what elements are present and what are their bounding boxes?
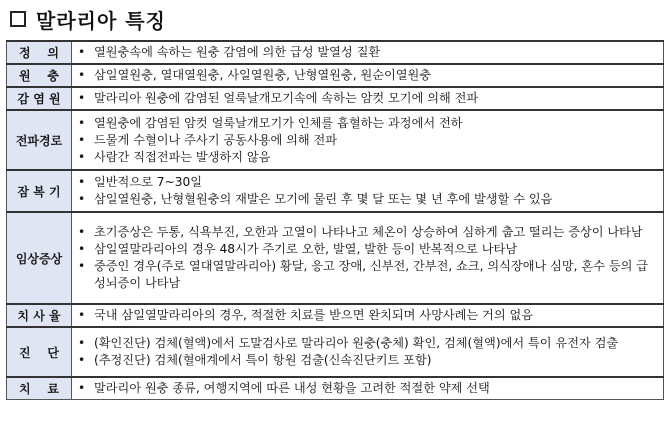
row-content xyxy=(72,64,664,87)
item-text: 일반적으로 7~30일 xyxy=(94,175,202,189)
bullet-icon: • xyxy=(78,91,86,105)
list-item xyxy=(78,335,657,352)
table-row xyxy=(7,87,664,110)
bullet-icon: • xyxy=(78,259,86,273)
row-label: 임상증상 xyxy=(7,212,72,304)
list-item xyxy=(78,132,657,149)
item-text: 말라리아 원충에 감염된 얼룩날개모기속에 속하는 암컷 모기에 의해 전파 xyxy=(94,91,479,105)
table-row xyxy=(7,110,664,170)
table-row xyxy=(7,327,664,377)
table-row xyxy=(7,41,664,64)
list-item xyxy=(78,241,657,258)
row-label: 감 염 원 xyxy=(7,87,72,110)
item-text: 초기증상은 두통, 식욕부진, 오한과 고열이 나타나고 체온이 상승하여 심하게 춥고 떨리는 증상이 나타남 xyxy=(94,225,643,239)
row-content xyxy=(72,377,664,400)
item-text: 삼일열원충, 난형혈원충의 재발은 모기에 물린 후 몇 달 또는 몇 년 후에 발생할 수 있음 xyxy=(94,192,553,206)
bullet-icon: • xyxy=(78,353,86,367)
row-content xyxy=(72,110,664,170)
item-text: 사람간 직접전파는 발생하지 않음 xyxy=(94,149,271,164)
bullet-icon: • xyxy=(78,45,86,59)
row-label: 치 료 xyxy=(7,377,72,400)
item-text: 열원충에 감염된 암컷 얼룩날개모기가 인체를 흡혈하는 과정에서 전하 xyxy=(94,115,463,130)
list-item xyxy=(78,90,657,107)
table-row xyxy=(7,64,664,87)
list-item xyxy=(78,307,657,324)
bullet-icon: • xyxy=(78,149,86,164)
list-item xyxy=(78,44,657,61)
bullet-icon: • xyxy=(78,225,86,239)
item-text: (추정진단) 검체(혈애계에서 특이 항원 검출(신속진단키트 포함) xyxy=(94,353,432,367)
row-label: 전파경로 xyxy=(7,110,72,170)
bullet-icon: • xyxy=(78,115,86,130)
bullet-icon: • xyxy=(78,336,86,350)
list-item xyxy=(78,115,657,132)
bullet-icon: • xyxy=(78,175,86,189)
row-content xyxy=(72,87,664,110)
row-content xyxy=(72,170,664,212)
row-content xyxy=(72,41,664,64)
table-row xyxy=(7,170,664,212)
row-content xyxy=(72,212,664,304)
list-item xyxy=(78,149,657,166)
row-label: 잠 복 기 xyxy=(7,170,72,212)
table-row xyxy=(7,304,664,327)
row-label: 정 의 xyxy=(7,41,72,64)
table-row xyxy=(7,377,664,400)
title-text: 말라리아 특징 xyxy=(36,8,166,33)
list-item xyxy=(78,174,657,191)
row-content xyxy=(72,327,664,377)
row-content xyxy=(72,304,664,327)
item-text: 삼일열원충, 열대열원충, 사일열원충, 난형열원충, 원순이열원충 xyxy=(94,68,432,82)
item-text: 국내 삼일열말라리아의 경우, 적절한 치료를 받으면 완치되며 사망사례는 거의 없음 xyxy=(94,308,534,322)
list-item xyxy=(78,352,657,369)
item-text: 말라리아 원충 종류, 여행지역에 따른 내성 현황을 고려한 적절한 약제 선택 xyxy=(94,381,490,395)
row-label: 진 단 xyxy=(7,327,72,377)
bullet-icon: • xyxy=(78,68,86,82)
item-text: 중증인 경우(주로 열대열말라리아) 황달, 응고 장애, 신부전, 간부전, 쇼크, 의식장애나 심망, 혼수 등의 급성뇌증이 나타남 xyxy=(94,259,649,290)
bullet-icon: • xyxy=(78,381,86,395)
list-item xyxy=(78,258,657,292)
list-item xyxy=(78,380,657,397)
bullet-icon: • xyxy=(78,132,86,147)
item-text: (확인진단) 검체(혈액)에서 도말검사로 말라리아 원충(충체) 확인, 검체(혈액)에서 특이 유전자 검출 xyxy=(94,336,619,350)
row-label: 원 충 xyxy=(7,64,72,87)
bullet-icon: • xyxy=(78,242,86,256)
checkbox-square-icon xyxy=(10,11,26,27)
item-text: 열원충속에 속하는 원충 감염에 의한 급성 발열성 질환 xyxy=(94,45,381,59)
info-table xyxy=(6,40,664,400)
bullet-icon: • xyxy=(78,308,86,322)
list-item xyxy=(78,224,657,241)
row-label: 치 사 율 xyxy=(7,304,72,327)
item-text: 드물게 수혈이나 주사기 공동사용에 의해 전파 xyxy=(94,132,338,147)
bullet-icon: • xyxy=(78,192,86,206)
item-text: 삼일열말라리아의 경우 48시가 주기로 오한, 발열, 발한 등이 반복적으로 나타남 xyxy=(94,242,518,256)
list-item xyxy=(78,191,657,208)
page-title xyxy=(10,4,166,34)
list-item xyxy=(78,67,657,84)
table-row xyxy=(7,212,664,304)
